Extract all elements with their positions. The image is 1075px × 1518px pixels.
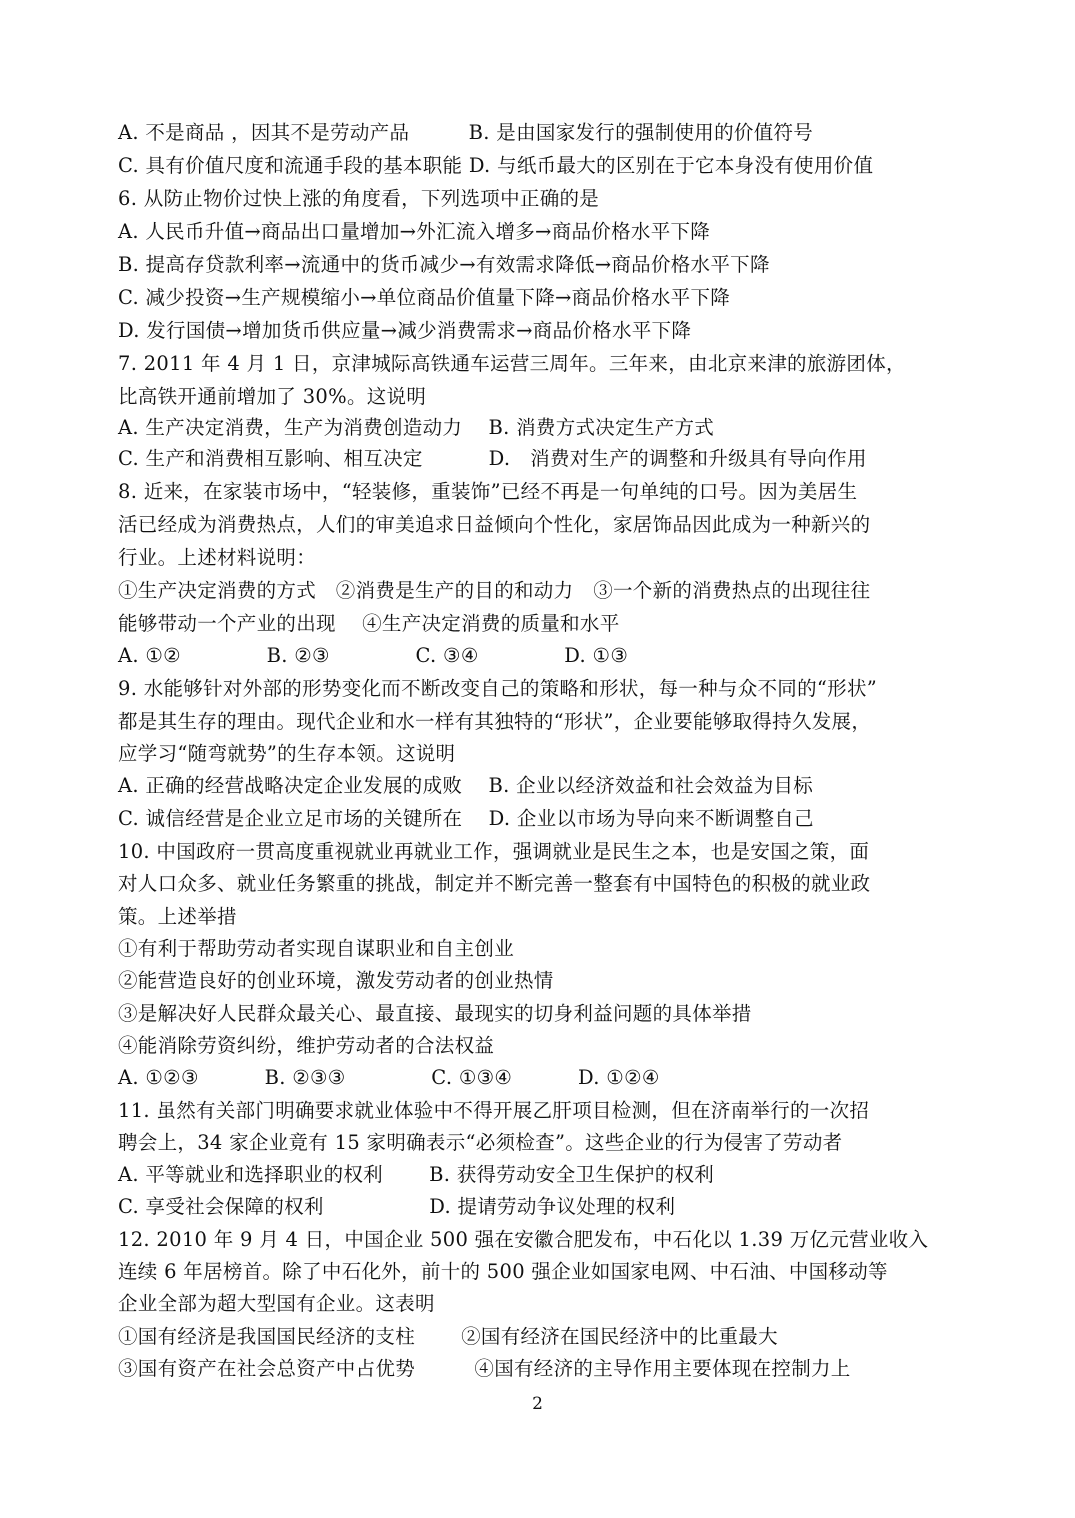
text-line: C. 享受社会保障的权利 D. 提请劳动争议处理的权利 [118,1195,676,1218]
text-line: 连续 6 年居榜首。除了中石化外，前十的 500 强企业如国家电网、中石油、中国移动等 [118,1260,888,1283]
text-line: 10. 中国政府一贯高度重视就业再就业工作，强调就业是民生之本，也是安国之策，面 [118,840,870,863]
text-line: 策。上述举措 [118,905,237,928]
text-line: 7. 2011 年 4 月 1 日，京津城际高铁通车运营三周年。三年来，由北京来津的旅游团体， [118,352,906,375]
text-line: 对人口众多、就业任务繁重的挑战，制定并不断完善一整套有中国特色的积极的就业政 [118,872,871,895]
text-line: A. 不是商品 ，因其不是劳动产品 B. 是由国家发行的强制使用的价值符号 [118,121,814,144]
text-line: A. 人民币升值→商品出口量增加→外汇流入增多→商品价格水平下降 [118,220,711,243]
text-line: ③是解决好人民群众最关心、最直接、最现实的切身利益问题的具体举措 [118,1002,752,1025]
text-line: 聘会上，34 家企业竟有 15 家明确表示“必须检查”。这些企业的行为侵害了劳动者 [118,1131,843,1154]
text-line: 8. 近来，在家装市场中，“轻装修，重装饰”已经不再是一句单纯的口号。因为美居生 [118,480,858,503]
page-number: 2 [532,1394,543,1414]
text-line: ④能消除劳资纠纷，维护劳动者的合法权益 [118,1034,495,1057]
text-line: ③国有资产在社会总资产中占优势 ④国有经济的主导作用主要体现在控制力上 [118,1357,851,1380]
text-line: 6. 从防止物价过快上涨的角度看，下列选项中正确的是 [118,187,600,210]
text-line: C. 诚信经营是企业立足市场的关键所在 D. 企业以市场为导向来不断调整自己 [118,807,814,830]
text-line: 企业全部为超大型国有企业。这表明 [118,1292,435,1315]
text-line: A. ①②③ B. ②③③ C. ①③④ D. ①②④ [118,1066,660,1089]
text-line: C. 具有价值尺度和流通手段的基本职能 D. 与纸币最大的区别在于它本身没有使用价值 [118,154,874,177]
text-line: 行业。上述材料说明： [118,546,317,569]
text-line: ②能营造良好的创业环境，激发劳动者的创业热情 [118,969,554,992]
text-line: B. 提高存贷款利率→流通中的货币减少→有效需求降低→商品价格水平下降 [118,253,770,276]
text-line: 活已经成为消费热点，人们的审美追求日益倾向个性化，家居饰品因此成为一种新兴的 [118,513,871,536]
text-line: A. 正确的经营战略决定企业发展的成败 B. 企业以经济效益和社会效益为目标 [118,774,814,797]
text-line: A. ①② B. ②③ C. ③④ D. ①③ [118,644,629,667]
text-line: A. 平等就业和选择职业的权利 B. 获得劳动安全卫生保护的权利 [118,1163,715,1186]
text-line: ①国有经济是我国国民经济的支柱 ②国有经济在国民经济中的比重最大 [118,1325,778,1348]
text-line: C. 生产和消费相互影响、相互决定 D. 消费对生产的调整和升级具有导向作用 [118,447,867,470]
text-line: 能够带动一个产业的出现 ④生产决定消费的质量和水平 [118,612,620,635]
text-line: A. 生产决定消费，生产为消费创造动力 B. 消费方式决定生产方式 [118,416,715,439]
text-line: 应学习“随弯就势”的生存本领。这说明 [118,742,456,765]
text-line: 12. 2010 年 9 月 4 日，中国企业 500 强在安徽合肥发布，中石化以 1.39 万亿元营业收入 [118,1228,929,1251]
text-line: 9. 水能够针对外部的形势变化而不断改变自己的策略和形状，每一种与众不同的“形状” [118,677,878,700]
text-line: D. 发行国债→增加货币供应量→减少消费需求→商品价格水平下降 [118,319,692,342]
text-line: ①生产决定消费的方式 ②消费是生产的目的和动力 ③一个新的消费热点的出现往往 [118,579,871,602]
text-line: 比高铁开通前增加了 30%。这说明 [118,385,427,408]
text-line: 11. 虽然有关部门明确要求就业体验中不得开展乙肝项目检测，但在济南举行的一次招 [118,1099,870,1122]
text-line: 都是其生存的理由。现代企业和水一样有其独特的“形状”，企业要能够取得持久发展， [118,710,872,733]
text-line: C. 减少投资→生产规模缩小→单位商品价值量下降→商品价格水平下降 [118,286,731,309]
text-line: ①有利于帮助劳动者实现自谋职业和自主创业 [118,937,515,960]
